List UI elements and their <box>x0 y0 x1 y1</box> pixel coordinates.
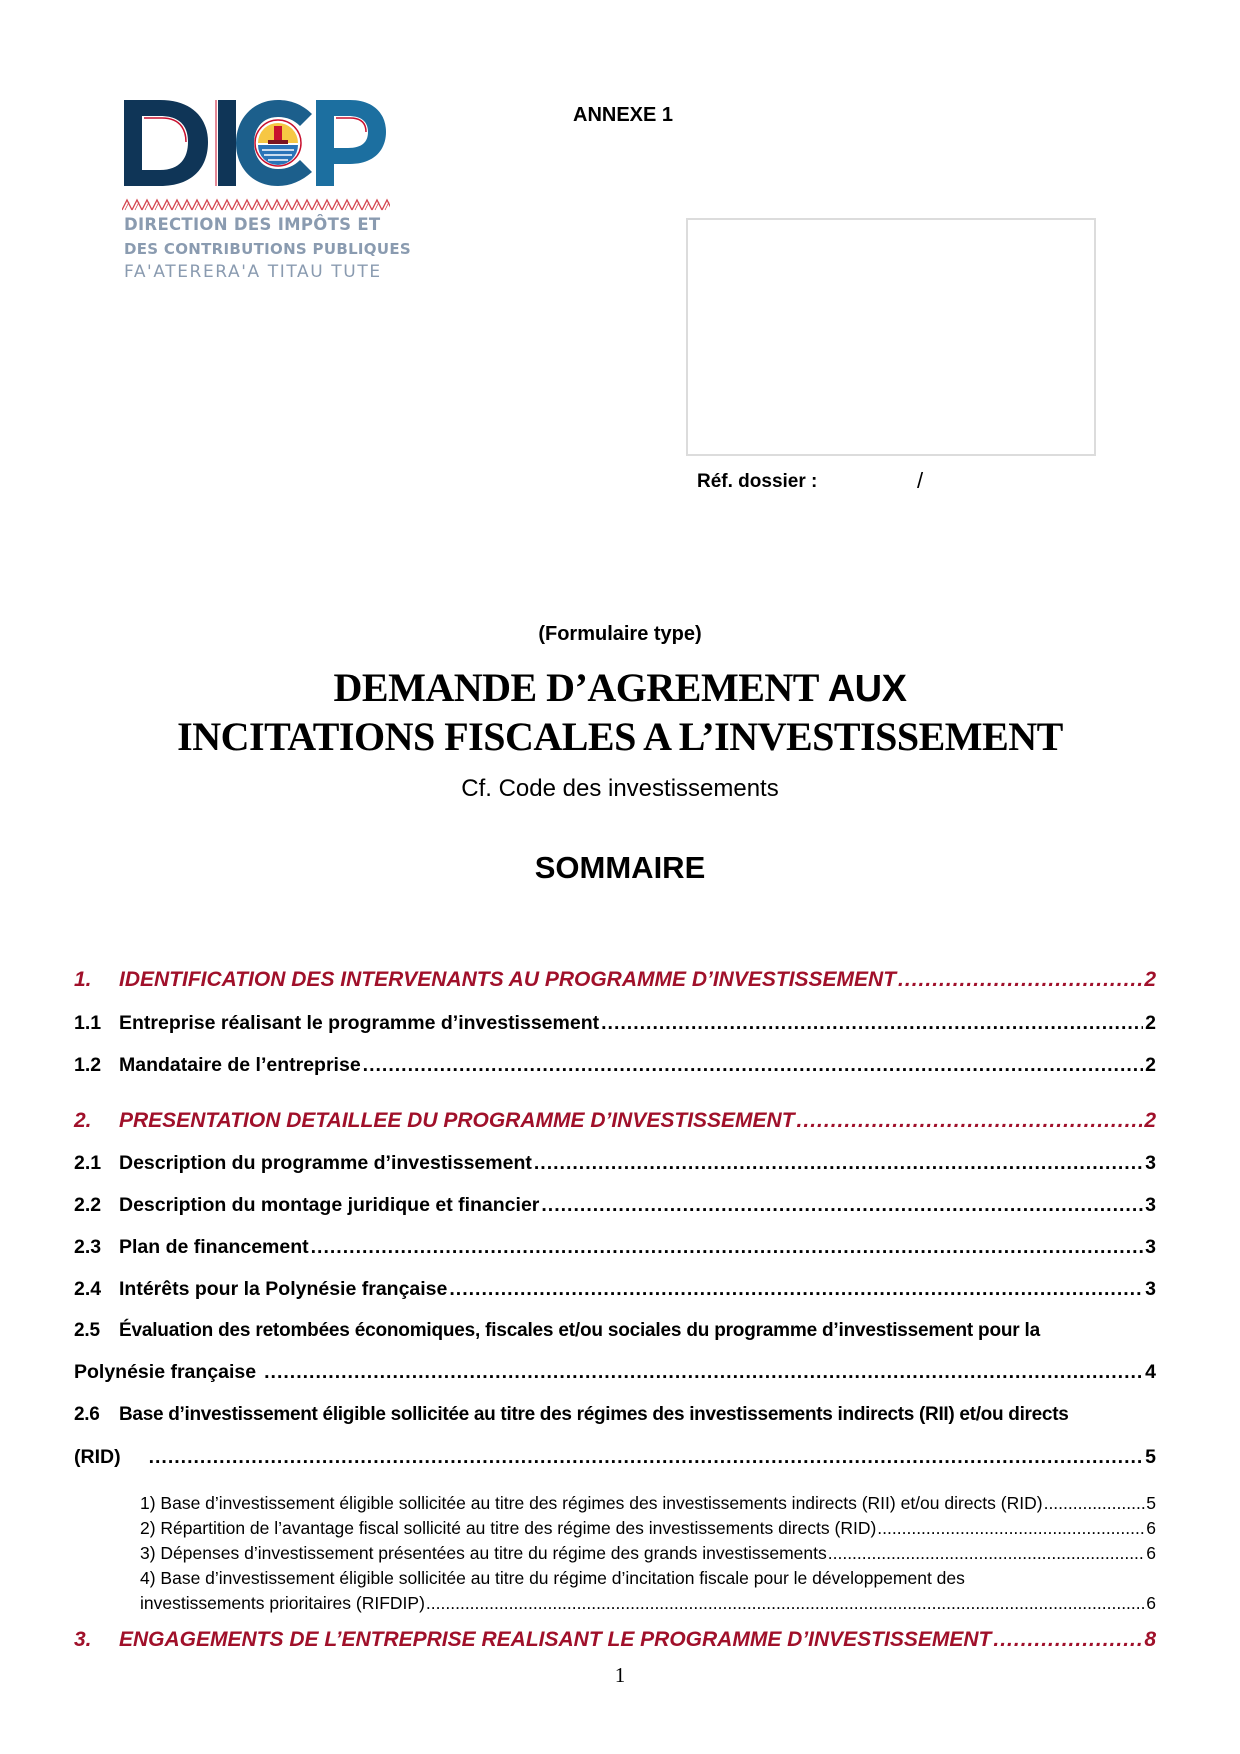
toc-subsection-label-cont: Polynésie française <box>74 1361 257 1383</box>
toc-leader-dots <box>426 1593 1145 1614</box>
logo-text-line-3: FA'ATERERA'A TITAU TUTE <box>124 262 382 282</box>
toc-page-number: 2 <box>1144 1109 1156 1132</box>
toc-subsection-label-cont: (RID) <box>74 1446 121 1468</box>
toc-page-number: 5 <box>1145 1446 1156 1468</box>
toc-section-label: PRESENTATION DETAILLEE DU PROGRAMME D’INVESTISSEMENT <box>119 1109 795 1132</box>
toc-subsection-label: Évaluation des retombées économiques, fiscales et/ou sociales du programme d’investissement pour la <box>119 1320 1040 1341</box>
toc-item-2-6-4-line2[interactable] <box>140 1593 1156 1614</box>
document-subtitle: Cf. Code des investissements <box>461 775 779 802</box>
toc-subsection-number: 2.3 <box>74 1236 102 1258</box>
toc-page-number: 6 <box>1146 1543 1156 1563</box>
dicp-logo <box>122 92 390 288</box>
toc-subsection-number: 1.2 <box>74 1054 102 1076</box>
toc-leader-dots <box>534 1152 1143 1175</box>
toc-subsection-1-1[interactable] <box>74 1012 1156 1035</box>
toc-page-number: 2 <box>1144 968 1156 991</box>
toc-page-number: 3 <box>1145 1152 1156 1174</box>
logo-text-line-2: DES CONTRIBUTIONS PUBLIQUES <box>124 240 411 258</box>
stamp-box <box>686 218 1096 456</box>
toc-section-label: ENGAGEMENTS DE L’ENTREPRISE REALISANT LE PROGRAMME D’INVESTISSEMENT <box>119 1628 992 1651</box>
ref-dossier-label: Réf. dossier : <box>697 471 818 492</box>
toc-page-number: 4 <box>1145 1361 1156 1383</box>
toc-page-number: 3 <box>1145 1194 1156 1216</box>
toc-item-2-6-4-line1[interactable]: 4) Base d’investissement éligible sollicitée au titre du régime d’incitation fiscale pour le développement des <box>140 1568 965 1588</box>
toc-page-number: 6 <box>1146 1518 1156 1538</box>
toc-subsection-number: 2.5 <box>74 1320 100 1341</box>
toc-subsection-2-4[interactable] <box>74 1278 1156 1301</box>
toc-subsection-2-1[interactable] <box>74 1152 1156 1175</box>
toc-leader-dots <box>149 1446 1144 1469</box>
logo-text-line-1: DIRECTION DES IMPÔTS ET <box>124 215 381 234</box>
toc-subsection-label: Intérêts pour la Polynésie française <box>119 1278 448 1300</box>
form-type-label: (Formulaire type) <box>538 623 702 645</box>
toc-subsection-2-5-line1[interactable] <box>74 1320 1040 1342</box>
toc-subsection-2-6-line2[interactable] <box>74 1446 1156 1469</box>
toc-leader-dots <box>993 1628 1142 1652</box>
toc-subsection-number: 2.1 <box>74 1152 102 1174</box>
toc-item-2-6-1[interactable] <box>140 1493 1156 1514</box>
toc-leader-dots <box>311 1236 1144 1259</box>
toc-subsection-1-2[interactable] <box>74 1054 1156 1077</box>
toc-page-number: 6 <box>1146 1593 1156 1613</box>
toc-subsection-2-3[interactable] <box>74 1236 1156 1259</box>
toc-leader-dots <box>797 1109 1143 1133</box>
document-title-line-2: INCITATIONS FISCALES A L’INVESTISSEMENT <box>177 714 1063 759</box>
toc-section-number: 3. <box>74 1628 92 1651</box>
toc-subsection-number: 1.1 <box>74 1012 102 1034</box>
toc-item-label-cont: investissements prioritaires (RIFDIP) <box>140 1593 425 1613</box>
toc-subsection-label: Entreprise réalisant le programme d’investissement <box>119 1012 600 1034</box>
tapa-pattern-divider <box>122 198 390 212</box>
toc-page-number: 3 <box>1145 1236 1156 1258</box>
ref-dossier-separator: / <box>917 468 924 493</box>
toc-section-number: 1. <box>74 968 92 991</box>
toc-leader-dots <box>828 1543 1146 1564</box>
annexe-label: ANNEXE 1 <box>573 104 674 126</box>
toc-item-2-6-3[interactable] <box>140 1543 1156 1564</box>
toc-leader-dots <box>449 1278 1143 1301</box>
toc-section-1[interactable] <box>74 968 1156 992</box>
toc-leader-dots <box>601 1012 1143 1035</box>
toc-leader-dots <box>264 1361 1143 1384</box>
toc-subsection-number: 2.6 <box>74 1404 100 1425</box>
toc-item-2-6-2[interactable] <box>140 1518 1156 1539</box>
toc-subsection-number: 2.2 <box>74 1194 102 1216</box>
toc-page-number: 8 <box>1144 1628 1156 1651</box>
dicp-logo-mark <box>122 92 390 202</box>
toc-subsection-label: Mandataire de l’entreprise <box>119 1054 361 1076</box>
toc-page-number: 2 <box>1145 1012 1156 1034</box>
toc-subsection-label: Description du montage juridique et financier <box>119 1194 540 1216</box>
toc-section-3[interactable] <box>74 1628 1156 1652</box>
toc-section-label: IDENTIFICATION DES INTERVENANTS AU PROGRAMME D’INVESTISSEMENT <box>119 968 897 991</box>
summary-heading: SOMMAIRE <box>534 850 706 885</box>
toc-page-number: 5 <box>1146 1493 1156 1513</box>
toc-subsection-2-5-line2[interactable] <box>74 1361 1156 1384</box>
toc-leader-dots <box>898 968 1142 992</box>
toc-leader-dots <box>1044 1493 1146 1514</box>
title-aux-text: AUX <box>827 668 907 710</box>
toc-subsection-label: Plan de financement <box>119 1236 309 1258</box>
polynesia-emblem-icon <box>255 120 301 166</box>
document-title-line-1 <box>0 664 1240 711</box>
toc-subsection-2-6-line1[interactable] <box>74 1404 1068 1426</box>
toc-subsection-label: Description du programme d’investissement <box>119 1152 532 1174</box>
toc-page-number: 3 <box>1145 1278 1156 1300</box>
toc-section-number: 2. <box>74 1109 92 1132</box>
toc-page-number: 2 <box>1145 1054 1156 1076</box>
toc-section-2[interactable] <box>74 1109 1156 1133</box>
toc-subsection-label: Base d’investissement éligible sollicitée au titre des régimes des investissements indirects (RII) et/ou directs <box>119 1404 1069 1425</box>
toc-item-label: 1) Base d’investissement éligible sollicitée au titre des régimes des investissements indirects (RII) et/ou directs (RID) <box>140 1493 1043 1513</box>
toc-item-label: 2) Répartition de l’avantage fiscal sollicité au titre des régime des investissements directs (RID) <box>140 1518 877 1538</box>
toc-item-label: 3) Dépenses d’investissement présentées au titre du régime des grands investissements <box>140 1543 827 1563</box>
title-main-text: DEMANDE D’AGREMENT <box>333 665 828 710</box>
toc-subsection-2-2[interactable] <box>74 1194 1156 1217</box>
page-number: 1 <box>614 1663 626 1687</box>
toc-leader-dots <box>363 1054 1143 1077</box>
toc-leader-dots <box>877 1518 1145 1539</box>
toc-subsection-number: 2.4 <box>74 1278 102 1300</box>
toc-leader-dots <box>541 1194 1143 1217</box>
